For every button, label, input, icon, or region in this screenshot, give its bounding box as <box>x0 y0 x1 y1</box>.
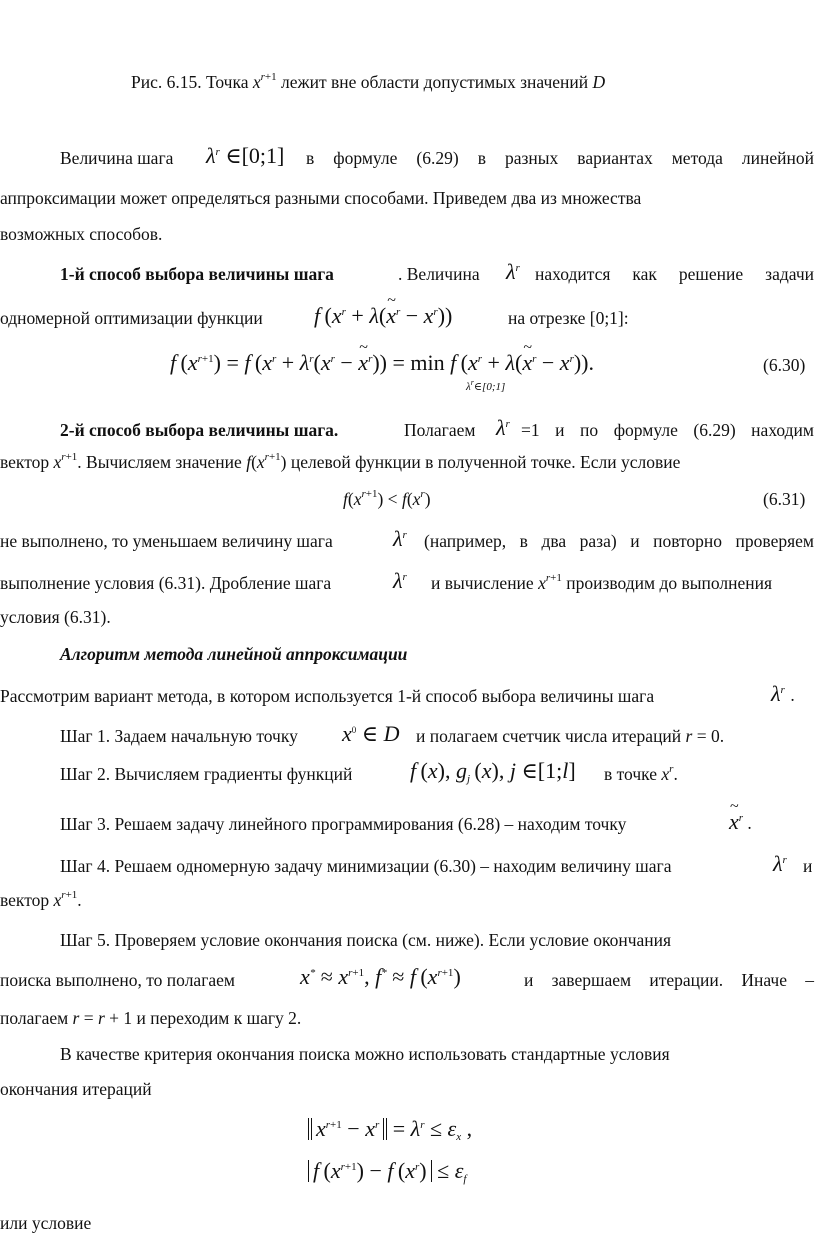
algorithm-heading: Алгоритм метода линейной аппроксимации <box>60 644 408 664</box>
step1-text-b: и полагаем счетчик числа итераций r = 0. <box>416 726 725 746</box>
equation-6-30: f $(x^{r+1}) = f$ ($x^r + \lambda^r(x^r$ − ~ $x^r)) = \min f$ ($x^r$ + λ(~ $x^r - x^r$)). <box>170 352 594 374</box>
eq-number-6-30: (6.30) <box>763 355 806 375</box>
step4-line2: вектор $x^{r+1}$. <box>0 889 82 910</box>
method2-line2: вектор $x^{r+1}$. Вычисляем значение $f(x^{r+1})$ целевой функции в полученной точке. Если условие <box>0 451 681 472</box>
step5-line3: полагаем r = r + 1 и переходим к шагу 2. <box>0 1008 302 1028</box>
step3-text: Шаг 3. Решаем задачу линейного программирования (6.28) – находим точку <box>60 814 627 834</box>
algorithm-intro: Рассмотрим вариант метода, в котором используется 1-й способ выбора величины шага <box>0 686 655 706</box>
method2-line5a: выполнение условия (6.31). Дробление шага <box>0 573 332 593</box>
step2-text-b: в точке $x^r$. <box>604 763 678 784</box>
method1-heading: 1-й способ выбора величины шага <box>60 264 334 284</box>
method2-text-b: =1 и по формуле (6.29) находим <box>521 420 814 440</box>
step5-line2a: поиска выполнено, то полагаем <box>0 970 235 990</box>
equation-6-31: $f(x^{r+1}) < f(x^r)$ <box>343 488 431 509</box>
para1-line1a: Величина шага <box>60 148 174 168</box>
criteria-line1: В качестве критерия окончания поиска можно использовать стандартные условия <box>60 1044 670 1064</box>
method2-text-a: Полагаем <box>404 420 476 440</box>
step5-line1: Шаг 5. Проверяем условие окончания поиска (см. ниже). Если условие окончания <box>60 930 672 950</box>
method2-line4a: не выполнено, то уменьшаем величину шага <box>0 531 333 551</box>
method2-line6: условия (6.31). <box>0 607 111 627</box>
lambda-r-2: $\lambda^r$ <box>496 415 510 440</box>
lambda-r-6: $\lambda^r$ <box>773 851 787 876</box>
method1-line2b: на отрезке [0;1]: <box>508 308 629 328</box>
lambda-r-4: $\lambda^r$ <box>393 568 407 593</box>
method1-line2a: одномерной оптимизации функции <box>0 308 263 328</box>
method2-line4b: (например, в два раза) и повторно проверяем <box>424 531 814 551</box>
figure-caption: Рис. 6.15. Точка $x^{r+1}$ лежит вне области допустимых значений D <box>131 71 606 92</box>
step5-line2b: и завершаем итерации. Иначе – <box>524 970 814 990</box>
method1-text-a: . Величина <box>398 264 480 284</box>
para1-line3: возможных способов. <box>0 224 163 244</box>
step4-text-a: Шаг 4. Решаем одномерную задачу минимизации (6.30) – находим величину шага <box>60 856 672 876</box>
step2-text-a: Шаг 2. Вычисляем градиенты функций <box>60 764 353 784</box>
x-tilde-r: ~ $x^r$ . <box>729 811 752 833</box>
min-operator: min <box>410 350 445 375</box>
min-subscript: $\lambda^r\in[0;1]$ <box>466 378 506 393</box>
stop-assignment: $x^* \approx x^{r+1}$, f* ≈ f $(x^{r+1})$ <box>300 964 461 989</box>
para1-line2: аппроксимации может определяться разными способами. Приведем два из множества <box>0 188 642 208</box>
lambda-r-5: $\lambda^r$ . <box>771 681 795 706</box>
step1-text-a: Шаг 1. Задаем начальную точку <box>60 726 298 746</box>
x0-in-D: $x^0$ ∈ D <box>342 721 400 746</box>
criterion-x: $x^{r+1} - x^r = \lambda^r \le \varepsilon_x$ , <box>308 1118 472 1140</box>
criteria-or: или условие <box>0 1213 92 1233</box>
criteria-line2: окончания итераций <box>0 1079 152 1099</box>
lambda-in-interval: $\lambda^r$ ∈[0;1] <box>206 143 285 168</box>
para1-line1b: в формуле (6.29) в разных вариантах метода линейной <box>306 148 814 168</box>
lambda-r-3: $\lambda^r$ <box>393 526 407 551</box>
eq-number-6-31: (6.31) <box>763 489 806 509</box>
method2-heading: 2-й способ выбора величины шага. <box>60 420 339 440</box>
lambda-r: $\lambda^r$ <box>506 259 520 284</box>
functions-f-gj: f (x), $g_j$ (x), j ∈[1;l] <box>410 758 576 785</box>
criterion-f: f $(x^{r+1}) - f$ $(x^r) \le \varepsilon_f$ <box>308 1160 466 1182</box>
method2-line5b: и вычисление $x^{r+1}$ производим до выполнения <box>431 572 773 593</box>
formula-f-inline: f ($x^r$ + λ(~ $x^r - x^r$)) <box>314 305 452 327</box>
method1-text-b: находится как решение задачи <box>535 264 814 284</box>
step4-text-b: и <box>803 856 813 876</box>
